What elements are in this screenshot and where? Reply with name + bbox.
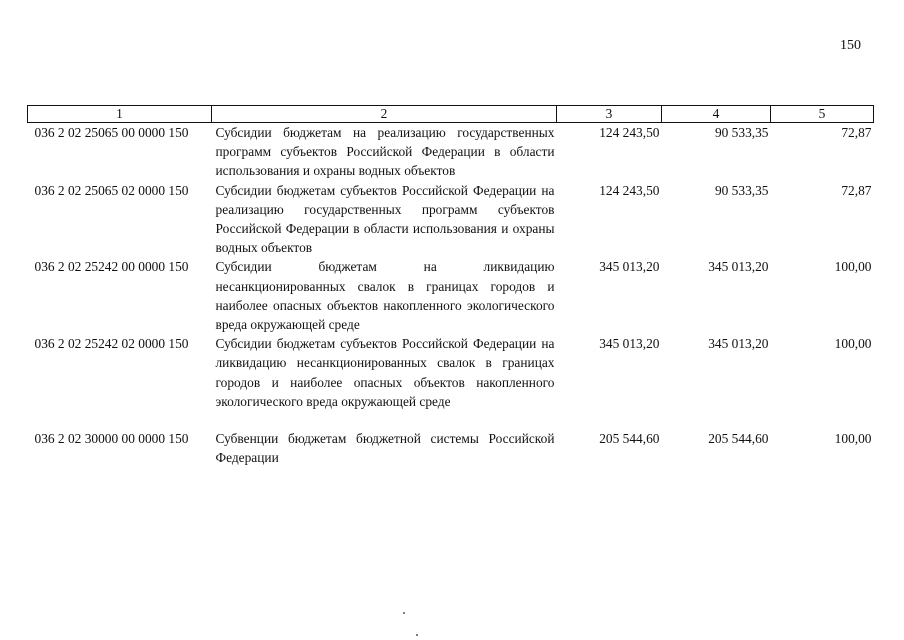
table-row [28,334,874,411]
budget-code: 036 2 02 25242 00 0000 150 [34,259,189,275]
scan-speck [416,634,418,636]
value-col5: 100,00 [834,431,872,447]
scan-speck [403,612,405,614]
value-col4: 90 533,35 [714,182,769,198]
table-row [28,429,874,467]
table-spacer-row [28,411,874,429]
budget-code: 036 2 02 25065 02 0000 150 [34,182,189,198]
table-row [28,257,874,334]
value-col3: 124 243,50 [599,182,660,198]
value-col3: 345 013,20 [599,259,660,275]
value-col3: 345 013,20 [599,336,660,352]
value-col5: 72,87 [841,125,872,140]
value-col4: 90 533,35 [714,125,769,140]
value-col3: 205 544,60 [599,431,660,447]
item-name: Субсидии бюджетам субъектов Российской Федерации на ликвидацию несанкционированных свалок в границах городов и наиболее опасных объектов накопленного экологического вреда окружающей среде [215,336,555,409]
column-header-5: 5 [771,106,874,123]
value-col3: 124 243,50 [599,125,660,140]
value-col5: 100,00 [834,259,872,275]
value-col5: 100,00 [834,336,872,352]
budget-code: 036 2 02 25065 00 0000 150 [34,125,189,140]
page-number: 150 [840,38,861,53]
item-name: Субсидии бюджетам на реализацию государственных программ субъектов Российской Федерации в области использования и охраны водных объектов [215,125,555,179]
table-row [28,123,874,181]
column-header-2: 2 [212,106,557,123]
value-col5: 72,87 [841,182,872,198]
budget-code: 036 2 02 30000 00 0000 150 [34,431,189,447]
value-col4: 205 544,60 [708,431,769,447]
item-name: Субвенции бюджетам бюджетной системы Российской Федерации [215,431,555,466]
budget-table [27,105,874,467]
column-header-1: 1 [28,106,212,123]
table-row [28,181,874,258]
value-col4: 345 013,20 [708,336,769,352]
table-header-row [28,106,874,123]
column-header-3: 3 [557,106,662,123]
item-name: Субсидии бюджетам на ликвидацию несанкционированных свалок в границах городов и наиболее опасных объектов накопленного экологического вреда окружающей среде [215,259,555,333]
value-col4: 345 013,20 [708,259,769,275]
item-name: Субсидии бюджетам субъектов Российской Федерации на реализацию государственных программ субъектов Российской Федерации в области использования и охраны водных объектов [215,182,555,256]
column-header-4: 4 [662,106,771,123]
budget-code: 036 2 02 25242 02 0000 150 [34,336,189,352]
